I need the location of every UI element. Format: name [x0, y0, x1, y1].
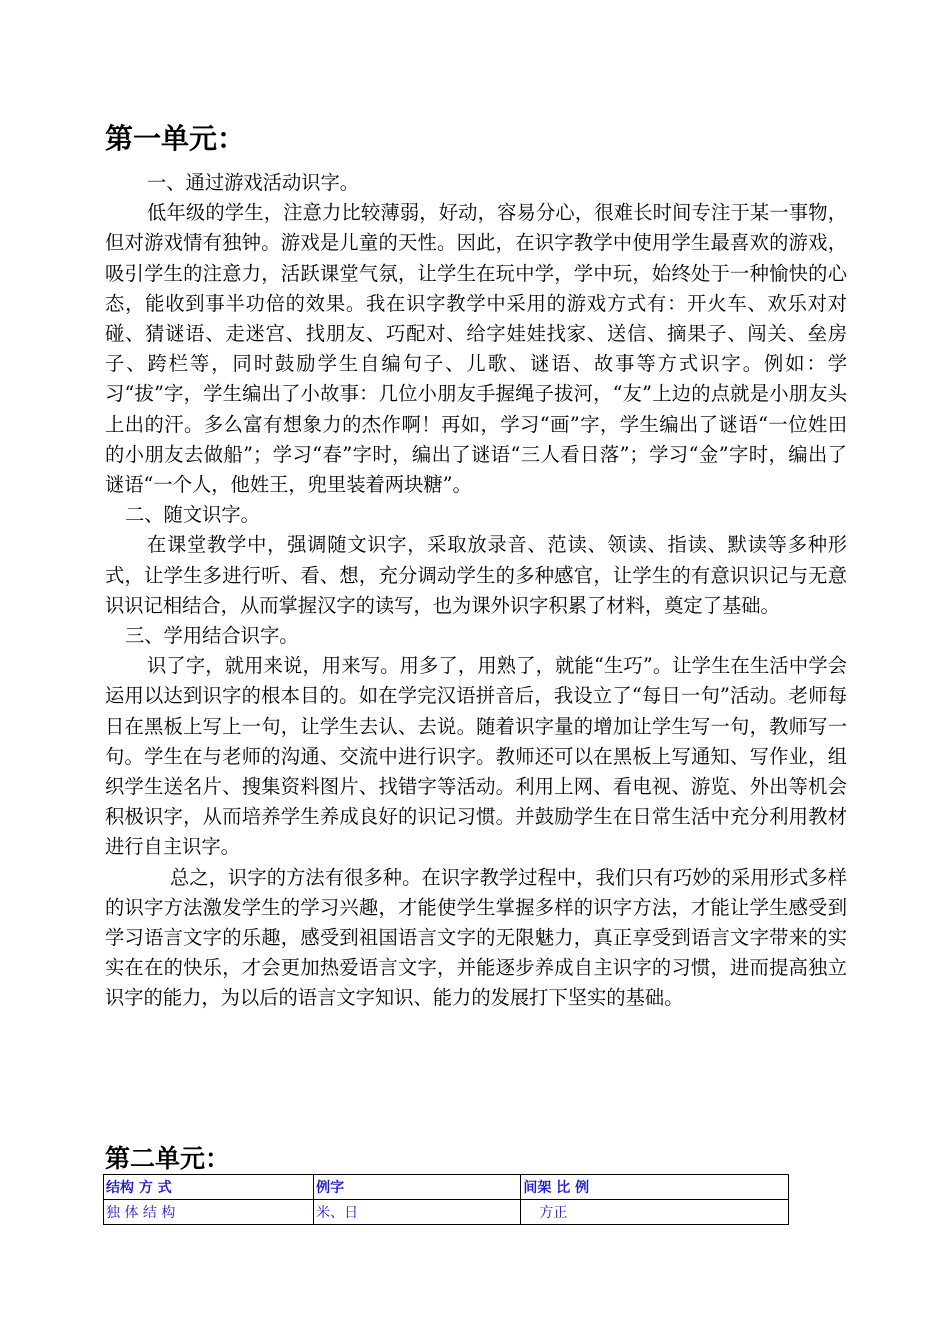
- table-cell: 方正: [521, 1200, 789, 1225]
- section-2-title: 二、随文识字。: [125, 503, 260, 527]
- table-header-cell: 间架 比 例: [521, 1175, 789, 1200]
- unit-1-heading: 第一单元：: [105, 122, 246, 155]
- unit-2-heading: 第二单元：: [105, 1144, 231, 1173]
- section-2-paragraph: 在课堂教学中，强调随文识字，采取放录音、范读、领读、指读、默读等多种形式，让学生多进行听、看、想，充分调动学生的多种感官，让学生的有意识识记与无意识识记相结合，从而掌握汉字的读写，也为课外识字积累了材料，奠定了基础。: [105, 533, 847, 617]
- section-3-title: 三、学用结合识字。: [125, 624, 299, 648]
- table-header-cell: 例字: [314, 1175, 521, 1200]
- table-row: [104, 1200, 789, 1225]
- table-cell: 独 体 结 构: [104, 1200, 314, 1225]
- conclusion-paragraph: 总之，识字的方法有很多种。在识字教学过程中，我们只有巧妙的采用形式多样的识字方法激发学生的学习兴趣，才能使学生掌握多样的识字方法，才能让学生感受到学习语言文字的乐趣，感受到祖国语言文字的无限魅力，真正享受到语言文字带来的实实在在的快乐，才会更加热爱语言文字，并能逐步养成自主识字的习惯，进而提高独立识字的能力，为以后的语言文字知识、能力的发展打下坚实的基础。: [105, 865, 847, 1010]
- structure-table: [103, 1174, 789, 1225]
- section-3-paragraph: 识了字，就用来说，用来写。用多了，用熟了，就能“生巧”。让学生在生活中学会运用以达到识字的根本目的。如在学完汉语拼音后，我设立了“每日一句”活动。老师每日在黑板上写上一句，让学生去认、去说。随着识字量的增加让学生写一句，教师写一句。学生在与老师的沟通、交流中进行识字。教师还可以在黑板上写通知、写作业，组织学生送名片、搜集资料图片、找错字等活动。利用上网、看电视、游览、外出等机会积极识字，从而培养学生养成良好的识记习惯。并鼓励学生在日常生活中充分利用教材进行自主识字。: [105, 654, 847, 859]
- table-header-row: [104, 1175, 789, 1200]
- table-cell: 米、日: [314, 1200, 521, 1225]
- unit-1-body: [105, 168, 847, 1014]
- section-1-title: 一、通过游戏活动识字。: [147, 171, 360, 194]
- table-header-cell: 结构 方 式: [104, 1175, 314, 1200]
- section-1-paragraph: 低年级的学生，注意力比较薄弱，好动，容易分心，很难长时间专注于某一事物，但对游戏情有独钟。游戏是儿童的天性。因此，在识字教学中使用学生最喜欢的游戏，吸引学生的注意力，活跃课堂气氛，让学生在玩中学，学中玩，始终处于一种愉快的心态，能收到事半功倍的效果。我在识字教学中采用的游戏方式有：开火车、欢乐对对碰、猜谜语、走迷宫、找朋友、巧配对、给字娃娃找家、送信、摘果子、闯关、垒房子、跨栏等，同时鼓励学生自编句子、儿歌、谜语、故事等方式识字。例如：学习“拔”字，学生编出了小故事：几位小朋友手握绳子拔河，“友”上边的点就是小朋友头上出的汗。多么富有想象力的杰作啊！再如，学习“画”字，学生编出了谜语“一位姓田的小朋友去做船”；学习“春”字时，编出了谜语“三人看日落”；学习“金”字时，编出了谜语“一个人，他姓王，兜里装着两块糖”。: [105, 201, 847, 497]
